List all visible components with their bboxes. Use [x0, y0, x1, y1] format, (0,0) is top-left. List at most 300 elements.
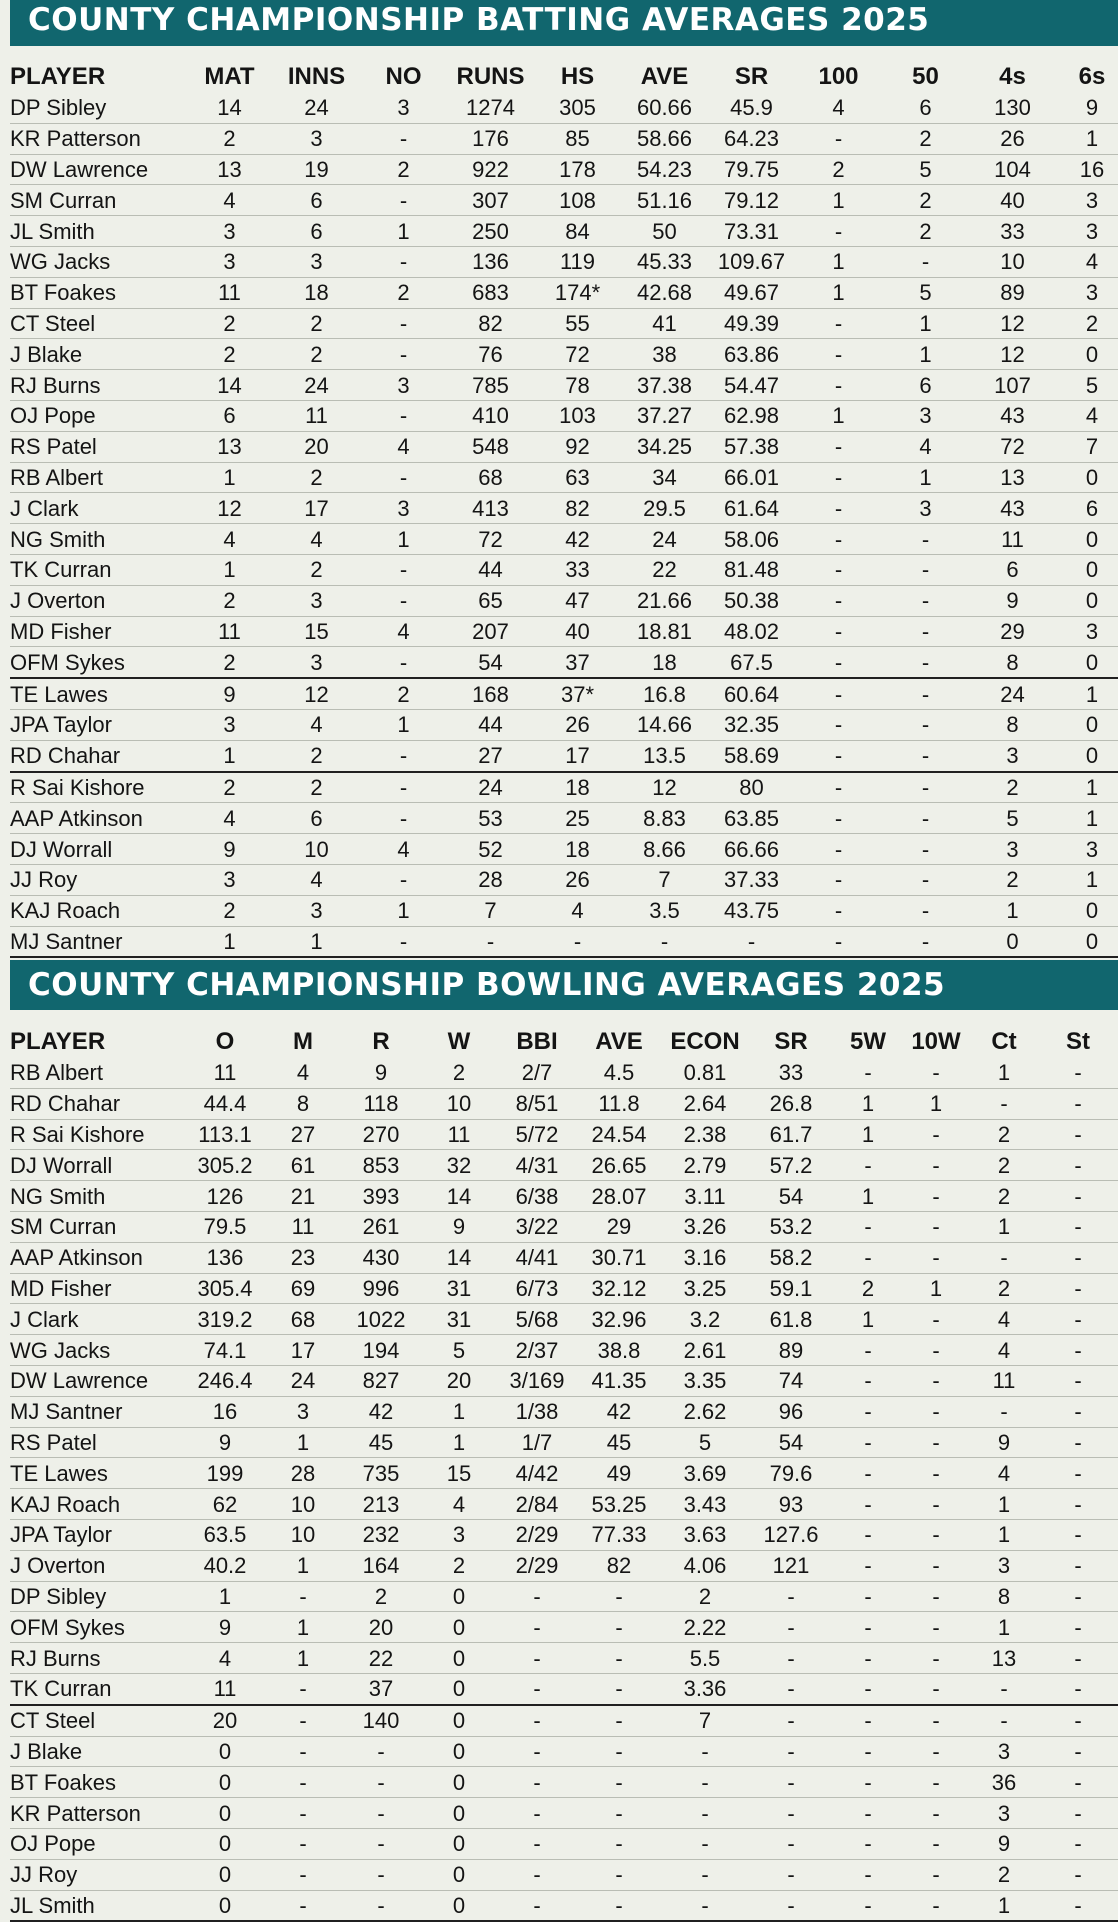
- bowling-table-row: [10, 1119, 1118, 1150]
- batting-cell-inns: 3: [273, 123, 360, 154]
- bowling-cell-10w: -: [902, 1396, 970, 1427]
- batting-cell-inns: 4: [273, 709, 360, 740]
- batting-cell-runs: 28: [447, 864, 534, 895]
- batting-cell-inns: 19: [273, 154, 360, 185]
- batting-cell-player: RJ Burns: [10, 370, 186, 401]
- batting-cell-50: 3: [882, 493, 969, 524]
- batting-cell-100: -: [795, 370, 882, 401]
- batting-cell-100: -: [795, 895, 882, 926]
- batting-cell-no: 1: [360, 524, 447, 555]
- bowling-cell-10w: -: [902, 1736, 970, 1767]
- bowling-cell-bbi: 3/169: [498, 1365, 576, 1396]
- bowling-cell-st: -: [1038, 1458, 1118, 1489]
- bowling-cell-econ: 5: [662, 1427, 748, 1458]
- bowling-cell-ave: 42: [576, 1396, 662, 1427]
- bowling-cell-sr: -: [748, 1890, 834, 1921]
- bowling-cell-ct: 3: [970, 1798, 1038, 1829]
- bowling-cell-player: RS Patel: [10, 1427, 186, 1458]
- bowling-cell-5w: -: [834, 1581, 902, 1612]
- batting-cell-no: 1: [360, 216, 447, 247]
- bowling-cell-sr: 121: [748, 1550, 834, 1581]
- batting-cell-runs: 922: [447, 154, 534, 185]
- batting-cell-6s: 7: [1056, 431, 1118, 462]
- bowling-cell-player: JPA Taylor: [10, 1519, 186, 1550]
- bowling-cell-w: 14: [420, 1242, 498, 1273]
- batting-cell-ave: 29.5: [621, 493, 708, 524]
- bowling-cell-sr: -: [748, 1581, 834, 1612]
- batting-cell-sr: 37.33: [708, 864, 795, 895]
- batting-cell-6s: 3: [1056, 216, 1118, 247]
- batting-cell-no: 4: [360, 431, 447, 462]
- bowling-cell-o: 16: [186, 1396, 264, 1427]
- batting-cell-50: -: [882, 616, 969, 647]
- batting-cell-inns: 3: [273, 246, 360, 277]
- bowling-cell-5w: -: [834, 1335, 902, 1366]
- bowling-cell-m: 1: [264, 1427, 342, 1458]
- bowling-cell-10w: 1: [902, 1088, 970, 1119]
- batting-table-row: [10, 246, 1118, 277]
- bowling-cell-ct: 3: [970, 1550, 1038, 1581]
- bowling-cell-ct: -: [970, 1396, 1038, 1427]
- batting-cell-sr: 79.75: [708, 154, 795, 185]
- bowling-cell-st: -: [1038, 1581, 1118, 1612]
- bowling-cell-bbi: 5/68: [498, 1304, 576, 1335]
- bowling-cell-bbi: 4/41: [498, 1242, 576, 1273]
- batting-cell-runs: 65: [447, 585, 534, 616]
- bowling-cell-10w: 1: [902, 1273, 970, 1304]
- bowling-cell-10w: -: [902, 1365, 970, 1396]
- bowling-cell-o: 246.4: [186, 1365, 264, 1396]
- batting-cell-hs: 84: [534, 216, 621, 247]
- batting-cell-4s: 130: [969, 93, 1056, 123]
- bowling-cell-r: 735: [342, 1458, 420, 1489]
- bowling-cell-bbi: 6/38: [498, 1181, 576, 1212]
- bowling-cell-w: 0: [420, 1736, 498, 1767]
- bowling-cell-econ: 2.38: [662, 1119, 748, 1150]
- batting-cell-no: -: [360, 740, 447, 771]
- bowling-cell-r: 37: [342, 1673, 420, 1704]
- batting-cell-100: -: [795, 339, 882, 370]
- batting-cell-100: 1: [795, 277, 882, 308]
- batting-table-row: [10, 926, 1118, 957]
- batting-cell-no: -: [360, 185, 447, 216]
- bowling-cell-w: 31: [420, 1273, 498, 1304]
- bowling-cell-ct: 8: [970, 1581, 1038, 1612]
- batting-cell-4s: 72: [969, 431, 1056, 462]
- batting-cell-inns: 2: [273, 554, 360, 585]
- batting-cell-mat: 1: [186, 554, 273, 585]
- bowling-cell-r: -: [342, 1736, 420, 1767]
- batting-cell-ave: 14.66: [621, 709, 708, 740]
- bowling-cell-5w: -: [834, 1859, 902, 1890]
- batting-cell-hs: 119: [534, 246, 621, 277]
- batting-cell-no: -: [360, 772, 447, 803]
- batting-cell-inns: 4: [273, 864, 360, 895]
- batting-cell-50: 1: [882, 308, 969, 339]
- batting-cell-6s: 16: [1056, 154, 1118, 185]
- batting-cell-ave: 34: [621, 462, 708, 493]
- batting-cell-50: -: [882, 803, 969, 834]
- batting-cell-100: 4: [795, 93, 882, 123]
- batting-cell-hs: -: [534, 926, 621, 957]
- batting-cell-hs: 18: [534, 834, 621, 865]
- batting-cell-mat: 2: [186, 339, 273, 370]
- bowling-cell-bbi: 2/84: [498, 1489, 576, 1520]
- batting-cell-player: DW Lawrence: [10, 154, 186, 185]
- bowling-cell-w: 14: [420, 1181, 498, 1212]
- bowling-cell-m: -: [264, 1705, 342, 1736]
- batting-table-row: [10, 216, 1118, 247]
- bowling-cell-5w: 1: [834, 1119, 902, 1150]
- batting-cell-50: -: [882, 647, 969, 678]
- batting-header-runs: RUNS: [456, 63, 525, 90]
- bowling-cell-ave: -: [576, 1890, 662, 1921]
- batting-cell-inns: 2: [273, 308, 360, 339]
- batting-cell-6s: 6: [1056, 493, 1118, 524]
- bowling-table-row: [10, 1427, 1118, 1458]
- bowling-cell-st: -: [1038, 1242, 1118, 1273]
- batting-cell-hs: 18: [534, 772, 621, 803]
- batting-cell-50: 5: [882, 154, 969, 185]
- bowling-header-player: PLAYER: [10, 1028, 106, 1055]
- bowling-cell-sr: -: [748, 1828, 834, 1859]
- bowling-cell-m: -: [264, 1890, 342, 1921]
- bowling-cell-st: -: [1038, 1119, 1118, 1150]
- batting-table-row: [10, 772, 1118, 803]
- bowling-header-10w: 10W: [911, 1028, 961, 1055]
- bowling-cell-m: 3: [264, 1396, 342, 1427]
- bowling-cell-r: 232: [342, 1519, 420, 1550]
- bowling-cell-ave: 4.5: [576, 1058, 662, 1088]
- bowling-cell-ave: 32.12: [576, 1273, 662, 1304]
- batting-cell-6s: 0: [1056, 647, 1118, 678]
- bowling-cell-w: 2: [420, 1550, 498, 1581]
- batting-cell-sr: 80: [708, 772, 795, 803]
- bowling-cell-bbi: -: [498, 1705, 576, 1736]
- bowling-cell-r: 853: [342, 1150, 420, 1181]
- batting-cell-no: -: [360, 864, 447, 895]
- batting-cell-ave: 37.27: [621, 400, 708, 431]
- bowling-cell-ct: -: [970, 1242, 1038, 1273]
- batting-cell-100: -: [795, 772, 882, 803]
- batting-cell-hs: 63: [534, 462, 621, 493]
- bowling-cell-sr: 57.2: [748, 1150, 834, 1181]
- batting-cell-player: DJ Worrall: [10, 834, 186, 865]
- batting-cell-no: 3: [360, 493, 447, 524]
- batting-cell-sr: 64.23: [708, 123, 795, 154]
- batting-cell-100: -: [795, 709, 882, 740]
- batting-cell-no: -: [360, 246, 447, 277]
- bowling-cell-sr: 54: [748, 1427, 834, 1458]
- batting-cell-inns: 6: [273, 185, 360, 216]
- bowling-table-row: [10, 1458, 1118, 1489]
- batting-cell-100: -: [795, 585, 882, 616]
- bowling-cell-r: 261: [342, 1211, 420, 1242]
- batting-header-50: 50: [912, 63, 939, 90]
- batting-cell-no: -: [360, 123, 447, 154]
- bowling-cell-5w: -: [834, 1427, 902, 1458]
- bowling-cell-10w: -: [902, 1705, 970, 1736]
- batting-cell-runs: 68: [447, 462, 534, 493]
- bowling-header-ct: Ct: [991, 1028, 1017, 1055]
- bowling-table-row: [10, 1335, 1118, 1366]
- bowling-cell-o: 0: [186, 1859, 264, 1890]
- batting-cell-hs: 92: [534, 431, 621, 462]
- batting-cell-no: -: [360, 308, 447, 339]
- bowling-cell-econ: 2.61: [662, 1335, 748, 1366]
- batting-cell-no: -: [360, 339, 447, 370]
- batting-cell-hs: 72: [534, 339, 621, 370]
- bowling-cell-o: 11: [186, 1058, 264, 1088]
- batting-cell-50: 2: [882, 216, 969, 247]
- bowling-cell-st: -: [1038, 1427, 1118, 1458]
- bowling-cell-5w: -: [834, 1242, 902, 1273]
- bowling-cell-o: 20: [186, 1705, 264, 1736]
- bowling-cell-w: 0: [420, 1828, 498, 1859]
- bowling-cell-ct: 2: [970, 1273, 1038, 1304]
- batting-table-row: [10, 93, 1118, 123]
- bowling-cell-sr: 33: [748, 1058, 834, 1088]
- bowling-cell-m: 17: [264, 1335, 342, 1366]
- bowling-cell-sr: 79.6: [748, 1458, 834, 1489]
- bowling-cell-10w: -: [902, 1058, 970, 1088]
- batting-cell-6s: 4: [1056, 246, 1118, 277]
- bowling-cell-ave: 28.07: [576, 1181, 662, 1212]
- batting-cell-inns: 3: [273, 647, 360, 678]
- batting-cell-50: -: [882, 926, 969, 957]
- bowling-cell-5w: -: [834, 1828, 902, 1859]
- batting-cell-50: 1: [882, 339, 969, 370]
- bowling-cell-10w: -: [902, 1335, 970, 1366]
- batting-cell-6s: 0: [1056, 740, 1118, 771]
- bowling-cell-st: -: [1038, 1335, 1118, 1366]
- bowling-cell-ct: 2: [970, 1181, 1038, 1212]
- batting-cell-6s: 9: [1056, 93, 1118, 123]
- batting-cell-sr: 49.39: [708, 308, 795, 339]
- bowling-cell-player: J Overton: [10, 1550, 186, 1581]
- bowling-table-row: [10, 1489, 1118, 1520]
- batting-cell-6s: 5: [1056, 370, 1118, 401]
- bowling-cell-bbi: 6/73: [498, 1273, 576, 1304]
- bowling-cell-ave: -: [576, 1736, 662, 1767]
- batting-cell-inns: 6: [273, 216, 360, 247]
- batting-table-row: [10, 864, 1118, 895]
- bowling-cell-bbi: 5/72: [498, 1119, 576, 1150]
- batting-cell-ave: 41: [621, 308, 708, 339]
- bowling-cell-5w: -: [834, 1798, 902, 1829]
- bowling-cell-ct: 4: [970, 1458, 1038, 1489]
- bowling-cell-m: -: [264, 1736, 342, 1767]
- batting-header-inns: INNS: [287, 63, 346, 90]
- batting-cell-mat: 4: [186, 803, 273, 834]
- batting-cell-50: 1: [882, 462, 969, 493]
- batting-cell-inns: 24: [273, 370, 360, 401]
- bowling-cell-o: 9: [186, 1612, 264, 1643]
- bowling-cell-player: R Sai Kishore: [10, 1119, 186, 1150]
- bowling-cell-bbi: -: [498, 1890, 576, 1921]
- batting-cell-hs: 17: [534, 740, 621, 771]
- bowling-cell-ct: 9: [970, 1828, 1038, 1859]
- batting-cell-player: DP Sibley: [10, 93, 186, 123]
- batting-table-row: [10, 277, 1118, 308]
- batting-cell-runs: 683: [447, 277, 534, 308]
- batting-cell-100: -: [795, 834, 882, 865]
- bowling-cell-r: 827: [342, 1365, 420, 1396]
- bowling-cell-5w: -: [834, 1211, 902, 1242]
- bowling-cell-st: -: [1038, 1088, 1118, 1119]
- batting-cell-mat: 1: [186, 740, 273, 771]
- batting-cell-ave: 7: [621, 864, 708, 895]
- batting-cell-mat: 1: [186, 926, 273, 957]
- batting-cell-50: 5: [882, 277, 969, 308]
- batting-cell-50: -: [882, 678, 969, 709]
- batting-cell-100: -: [795, 803, 882, 834]
- bowling-cell-5w: -: [834, 1673, 902, 1704]
- batting-cell-4s: 8: [969, 647, 1056, 678]
- bowling-cell-ave: 49: [576, 1458, 662, 1489]
- bowling-cell-player: J Clark: [10, 1304, 186, 1335]
- bowling-cell-m: 10: [264, 1519, 342, 1550]
- bowling-cell-w: 0: [420, 1673, 498, 1704]
- bowling-cell-o: 305.4: [186, 1273, 264, 1304]
- batting-cell-ave: 12: [621, 772, 708, 803]
- batting-cell-no: 2: [360, 678, 447, 709]
- bowling-cell-econ: -: [662, 1890, 748, 1921]
- bowling-cell-bbi: -: [498, 1673, 576, 1704]
- batting-cell-mat: 2: [186, 895, 273, 926]
- batting-cell-4s: 5: [969, 803, 1056, 834]
- batting-cell-ave: 58.66: [621, 123, 708, 154]
- bowling-cell-ave: -: [576, 1643, 662, 1674]
- bowling-cell-ct: -: [970, 1673, 1038, 1704]
- batting-cell-sr: 45.9: [708, 93, 795, 123]
- bowling-cell-m: 1: [264, 1550, 342, 1581]
- batting-cell-runs: 76: [447, 339, 534, 370]
- batting-cell-6s: 0: [1056, 709, 1118, 740]
- batting-cell-100: -: [795, 216, 882, 247]
- batting-cell-hs: 42: [534, 524, 621, 555]
- batting-cell-inns: 12: [273, 678, 360, 709]
- bowling-cell-sr: 89: [748, 1335, 834, 1366]
- batting-cell-100: -: [795, 926, 882, 957]
- batting-cell-6s: 4: [1056, 400, 1118, 431]
- batting-table-row: [10, 370, 1118, 401]
- bowling-cell-10w: -: [902, 1304, 970, 1335]
- bowling-cell-ave: -: [576, 1828, 662, 1859]
- batting-cell-100: -: [795, 524, 882, 555]
- batting-cell-runs: 54: [447, 647, 534, 678]
- bowling-cell-ave: 29: [576, 1211, 662, 1242]
- batting-cell-player: JPA Taylor: [10, 709, 186, 740]
- bowling-cell-5w: -: [834, 1489, 902, 1520]
- batting-cell-sr: 62.98: [708, 400, 795, 431]
- batting-cell-no: -: [360, 554, 447, 585]
- bowling-cell-player: DJ Worrall: [10, 1150, 186, 1181]
- batting-cell-6s: 0: [1056, 462, 1118, 493]
- bowling-cell-bbi: -: [498, 1798, 576, 1829]
- bowling-cell-w: 15: [420, 1458, 498, 1489]
- bowling-cell-st: -: [1038, 1612, 1118, 1643]
- batting-cell-6s: 3: [1056, 277, 1118, 308]
- bowling-cell-player: JJ Roy: [10, 1859, 186, 1890]
- bowling-cell-bbi: 1/38: [498, 1396, 576, 1427]
- batting-cell-ave: 50: [621, 216, 708, 247]
- bowling-cell-w: 0: [420, 1798, 498, 1829]
- bowling-cell-m: -: [264, 1859, 342, 1890]
- batting-cell-6s: 0: [1056, 585, 1118, 616]
- batting-cell-50: -: [882, 834, 969, 865]
- batting-cell-hs: 4: [534, 895, 621, 926]
- bowling-cell-econ: 4.06: [662, 1550, 748, 1581]
- bowling-cell-ave: -: [576, 1798, 662, 1829]
- batting-table-row: [10, 554, 1118, 585]
- bowling-table-row: [10, 1767, 1118, 1798]
- bowling-cell-10w: -: [902, 1581, 970, 1612]
- batting-cell-runs: 52: [447, 834, 534, 865]
- batting-averages-title: COUNTY CHAMPIONSHIP BATTING AVERAGES 2025: [10, 0, 1118, 46]
- batting-cell-hs: 85: [534, 123, 621, 154]
- bowling-cell-player: NG Smith: [10, 1181, 186, 1212]
- batting-cell-mat: 11: [186, 616, 273, 647]
- bowling-cell-st: -: [1038, 1150, 1118, 1181]
- batting-cell-ave: 24: [621, 524, 708, 555]
- bowling-cell-player: DW Lawrence: [10, 1365, 186, 1396]
- batting-cell-mat: 1: [186, 462, 273, 493]
- batting-cell-sr: 81.48: [708, 554, 795, 585]
- batting-cell-runs: 413: [447, 493, 534, 524]
- bowling-cell-o: 44.4: [186, 1088, 264, 1119]
- batting-cell-inns: 2: [273, 462, 360, 493]
- bowling-cell-ct: 2: [970, 1859, 1038, 1890]
- bowling-header-m: M: [293, 1028, 313, 1055]
- batting-cell-6s: 0: [1056, 339, 1118, 370]
- bowling-cell-10w: -: [902, 1550, 970, 1581]
- batting-cell-6s: 1: [1056, 803, 1118, 834]
- bowling-cell-10w: -: [902, 1150, 970, 1181]
- batting-cell-6s: 3: [1056, 185, 1118, 216]
- batting-cell-6s: 0: [1056, 524, 1118, 555]
- batting-cell-mat: 2: [186, 123, 273, 154]
- batting-cell-sr: 66.66: [708, 834, 795, 865]
- bowling-cell-st: -: [1038, 1798, 1118, 1829]
- bowling-cell-st: -: [1038, 1211, 1118, 1242]
- bowling-cell-r: -: [342, 1798, 420, 1829]
- bowling-cell-r: 194: [342, 1335, 420, 1366]
- bowling-cell-bbi: -: [498, 1828, 576, 1859]
- bowling-cell-o: 40.2: [186, 1550, 264, 1581]
- bowling-table-row: [10, 1798, 1118, 1829]
- bowling-cell-sr: 74: [748, 1365, 834, 1396]
- batting-cell-ave: 8.83: [621, 803, 708, 834]
- bowling-cell-o: 113.1: [186, 1119, 264, 1150]
- bowling-table-row: [10, 1088, 1118, 1119]
- batting-cell-no: 3: [360, 93, 447, 123]
- bowling-cell-5w: 2: [834, 1273, 902, 1304]
- bowling-cell-w: 1: [420, 1427, 498, 1458]
- batting-cell-runs: 168: [447, 678, 534, 709]
- bowling-cell-w: 0: [420, 1612, 498, 1643]
- batting-cell-ave: 18: [621, 647, 708, 678]
- bowling-header-sr: SR: [774, 1028, 808, 1055]
- bowling-cell-sr: 61.7: [748, 1119, 834, 1150]
- bowling-cell-sr: -: [748, 1859, 834, 1890]
- bowling-table-row: [10, 1519, 1118, 1550]
- bowling-cell-bbi: -: [498, 1581, 576, 1612]
- bowling-cell-10w: -: [902, 1119, 970, 1150]
- bowling-cell-bbi: -: [498, 1643, 576, 1674]
- batting-cell-50: -: [882, 864, 969, 895]
- batting-cell-inns: 6: [273, 803, 360, 834]
